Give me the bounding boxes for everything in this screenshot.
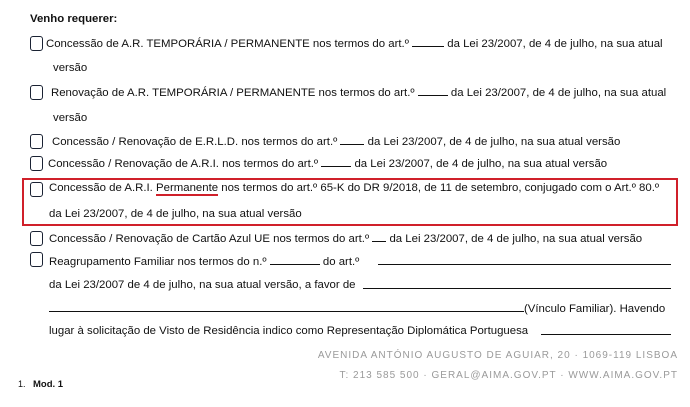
- option-text: lugar à solicitação de Visto de Residência indico como Representação Diplomática Portuguesa: [49, 325, 529, 337]
- option-text: Concessão / Renovação de E.R.L.D. nos termos do art.º: [52, 136, 338, 148]
- article-blank[interactable]: [372, 231, 386, 242]
- option-text: Renovação de A.R. TEMPORÁRIA / PERMANENTE nos termos do art.º: [51, 87, 415, 99]
- relationship-blank[interactable]: [49, 301, 524, 312]
- option-text: Concessão de A.R.I.: [49, 182, 153, 194]
- footer-address: AVENIDA ANTÓNIO AUGUSTO DE AGUIAR, 20 · 1069-119 LISBOA: [317, 350, 678, 361]
- checkbox-ari-permanente[interactable]: [30, 182, 43, 197]
- checkbox-ar-concessao[interactable]: [30, 36, 43, 51]
- option-text: Concessão / Renovação de Cartão Azul UE nos termos do art.º: [49, 233, 370, 245]
- option-7-line2: [49, 278, 671, 292]
- option-2-text: [51, 85, 666, 100]
- option-6-text: [49, 231, 642, 246]
- option-text: (Vínculo Familiar). Havendo: [524, 303, 666, 315]
- footnote-number: 1.: [18, 379, 26, 389]
- option-7-line3: [49, 301, 671, 316]
- option-text: da Lei 23/2007, de 4 de julho, na sua atual: [450, 87, 667, 99]
- option-1-cont: versão: [53, 62, 88, 74]
- checkbox-cartao-azul[interactable]: [30, 231, 43, 246]
- option-3-text: [52, 134, 620, 149]
- beneficiary-blank[interactable]: [363, 278, 671, 289]
- option-text: da Lei 23/2007, de 4 de julho, na sua atual versão: [354, 158, 608, 170]
- underlined-word: Permanente: [156, 182, 219, 194]
- checkbox-ar-renovacao[interactable]: [30, 85, 43, 100]
- embassy-blank[interactable]: [541, 324, 671, 335]
- option-4-text: [48, 156, 607, 171]
- option-text: nos termos do art.º 65-K do DR 9/2018, de 11 de setembro, conjugado com o Art.º 80.º: [221, 182, 660, 194]
- footer-contact: T: 213 585 500 · GERAL@AIMA.GOV.PT · WWW.AIMA.GOV.PT: [339, 370, 678, 381]
- heading: Venho requerer:: [30, 13, 118, 25]
- option-text: Reagrupamento Familiar nos termos do n.º: [49, 256, 267, 268]
- article-blank[interactable]: [340, 134, 364, 145]
- article-blank[interactable]: [412, 36, 444, 47]
- option-text: da Lei 23/2007 de 4 de julho, na sua atual versão, a favor de: [49, 279, 356, 291]
- checkbox-erld[interactable]: [30, 134, 43, 149]
- article-blank[interactable]: [378, 254, 671, 265]
- option-5-cont: da Lei 23/2007, de 4 de julho, na sua atual versão: [49, 208, 302, 220]
- option-5-text: [49, 181, 659, 195]
- option-7-line4: [49, 324, 671, 338]
- article-blank[interactable]: [418, 85, 448, 96]
- checkbox-reagrupamento[interactable]: [30, 252, 43, 267]
- option-text: da Lei 23/2007, de 4 de julho, na sua atual versão: [389, 233, 643, 245]
- number-blank[interactable]: [270, 254, 320, 265]
- option-1-text: [46, 36, 663, 51]
- option-2-cont: versão: [53, 112, 88, 124]
- model-label: Mod. 1: [33, 379, 64, 390]
- option-text: da Lei 23/2007, de 4 de julho, na sua atual: [447, 38, 663, 50]
- option-text: da Lei 23/2007, de 4 de julho, na sua atual versão: [367, 136, 621, 148]
- checkbox-ari[interactable]: [30, 156, 43, 171]
- option-7-text: [49, 254, 671, 269]
- option-text: Concessão de A.R. TEMPORÁRIA / PERMANENTE nos termos do art.º: [46, 38, 409, 50]
- option-text: do art.º: [322, 256, 360, 268]
- article-blank[interactable]: [321, 156, 351, 167]
- option-text: Concessão / Renovação de A.R.I. nos termos do art.º: [48, 158, 319, 170]
